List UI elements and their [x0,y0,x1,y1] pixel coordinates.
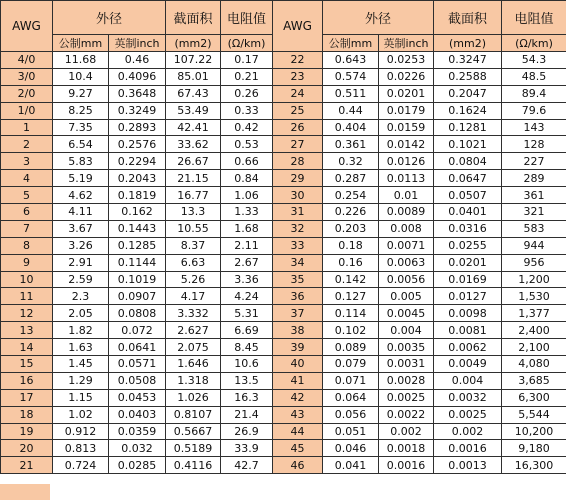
left-resistance-ohm-km-cell[interactable]: 1.68 [221,220,273,237]
left-metric-mm-cell[interactable]: 1.15 [53,389,109,406]
left-area-mm2-cell[interactable]: 3.332 [166,305,221,322]
left-metric-mm-cell[interactable]: 2.59 [53,271,109,288]
left-awg-cell[interactable]: 4/0 [1,52,53,69]
left-resistance-ohm-km-cell[interactable]: 0.53 [221,136,273,153]
left-awg-cell[interactable]: 15 [1,356,53,373]
left-metric-mm-cell[interactable]: 2.91 [53,254,109,271]
right-resistance-ohm-km-cell[interactable]: 5,544 [502,406,566,423]
right-awg-cell[interactable]: 22 [273,52,323,69]
left-imperial-inch-cell[interactable]: 0.032 [109,440,166,457]
table-row [1,305,566,322]
left-imperial-inch-cell[interactable]: 0.3648 [109,85,166,102]
left-resistance-ohm-km-cell[interactable]: 42.7 [221,457,273,474]
resistance-unit-right[interactable]: (Ω/km) [502,35,566,52]
left-area-mm2-cell[interactable]: 0.4116 [166,457,221,474]
right-resistance-ohm-km-cell[interactable]: 54.3 [502,52,566,69]
resistance-unit-left[interactable]: (Ω/km) [221,35,273,52]
table-row [1,102,566,119]
left-imperial-inch-cell[interactable]: 0.1019 [109,271,166,288]
right-awg-cell[interactable]: 40 [273,356,323,373]
left-awg-cell[interactable]: 16 [1,372,53,389]
left-metric-mm-cell[interactable]: 3.67 [53,220,109,237]
left-resistance-ohm-km-cell[interactable]: 33.9 [221,440,273,457]
left-area-mm2-cell[interactable]: 0.5667 [166,423,221,440]
left-resistance-ohm-km-cell[interactable]: 1.06 [221,187,273,204]
right-resistance-ohm-km-cell[interactable]: 128 [502,136,566,153]
right-area-mm2-cell[interactable]: 0.2588 [434,68,502,85]
area-unit-left[interactable]: (mm2) [166,35,221,52]
right-resistance-ohm-km-cell[interactable]: 2,100 [502,339,566,356]
table-row [1,339,566,356]
right-metric-mm-cell[interactable]: 0.18 [323,237,379,254]
resistance-header-left[interactable]: 电阻值 [221,1,273,35]
right-resistance-ohm-km-cell[interactable]: 583 [502,220,566,237]
left-imperial-inch-cell[interactable]: 0.2576 [109,136,166,153]
awg-header-left[interactable]: AWG [1,1,53,52]
right-resistance-ohm-km-cell[interactable]: 321 [502,204,566,221]
left-metric-mm-cell[interactable]: 5.83 [53,153,109,170]
left-metric-mm-cell[interactable]: 5.19 [53,170,109,187]
right-imperial-inch-cell[interactable]: 0.0159 [379,119,434,136]
left-imperial-inch-cell[interactable]: 0.1443 [109,220,166,237]
right-area-mm2-cell[interactable]: 0.1281 [434,119,502,136]
right-area-mm2-cell[interactable]: 0.1021 [434,136,502,153]
left-area-mm2-cell[interactable]: 1.026 [166,389,221,406]
left-awg-cell[interactable]: 9 [1,254,53,271]
left-area-mm2-cell[interactable]: 16.77 [166,187,221,204]
right-awg-cell[interactable]: 23 [273,68,323,85]
right-resistance-ohm-km-cell[interactable]: 361 [502,187,566,204]
right-awg-cell[interactable]: 31 [273,204,323,221]
right-imperial-inch-cell[interactable]: 0.0028 [379,372,434,389]
left-area-mm2-cell[interactable]: 42.41 [166,119,221,136]
left-resistance-ohm-km-cell[interactable]: 1.33 [221,204,273,221]
imperial-subheader-right[interactable]: 英制inch [379,35,434,52]
left-resistance-ohm-km-cell[interactable]: 0.66 [221,153,273,170]
left-metric-mm-cell[interactable]: 11.68 [53,52,109,69]
right-area-mm2-cell[interactable]: 0.0647 [434,170,502,187]
right-awg-cell[interactable]: 44 [273,423,323,440]
right-imperial-inch-cell[interactable]: 0.0113 [379,170,434,187]
left-resistance-ohm-km-cell[interactable]: 8.45 [221,339,273,356]
left-imperial-inch-cell[interactable]: 0.1144 [109,254,166,271]
left-awg-cell[interactable]: 20 [1,440,53,457]
table-row [1,322,566,339]
right-metric-mm-cell[interactable]: 0.44 [323,102,379,119]
right-resistance-ohm-km-cell[interactable]: 227 [502,153,566,170]
right-area-mm2-cell[interactable]: 0.0169 [434,271,502,288]
table-row [1,119,566,136]
left-resistance-ohm-km-cell[interactable]: 0.17 [221,52,273,69]
area-header-left[interactable]: 截面积 [166,1,221,35]
left-imperial-inch-cell[interactable]: 0.1285 [109,237,166,254]
left-resistance-ohm-km-cell[interactable]: 0.33 [221,102,273,119]
right-imperial-inch-cell[interactable]: 0.0063 [379,254,434,271]
left-metric-mm-cell[interactable]: 3.26 [53,237,109,254]
left-imperial-inch-cell[interactable]: 0.0571 [109,356,166,373]
left-area-mm2-cell[interactable]: 26.67 [166,153,221,170]
right-resistance-ohm-km-cell[interactable]: 4,080 [502,356,566,373]
table-row [1,220,566,237]
right-imperial-inch-cell[interactable]: 0.0126 [379,153,434,170]
right-area-mm2-cell[interactable]: 0.0401 [434,204,502,221]
left-area-mm2-cell[interactable]: 4.17 [166,288,221,305]
table-row [1,187,566,204]
left-awg-cell[interactable]: 17 [1,389,53,406]
imperial-subheader-left[interactable]: 英制inch [109,35,166,52]
right-area-mm2-cell[interactable]: 0.0032 [434,389,502,406]
right-imperial-inch-cell[interactable]: 0.005 [379,288,434,305]
table-row [1,372,566,389]
right-resistance-ohm-km-cell[interactable]: 9,180 [502,440,566,457]
right-resistance-ohm-km-cell[interactable]: 10,200 [502,423,566,440]
right-awg-cell[interactable]: 28 [273,153,323,170]
right-area-mm2-cell[interactable]: 0.0127 [434,288,502,305]
left-awg-cell[interactable]: 3/0 [1,68,53,85]
right-resistance-ohm-km-cell[interactable]: 956 [502,254,566,271]
left-imperial-inch-cell[interactable]: 0.0285 [109,457,166,474]
left-area-mm2-cell[interactable]: 2.075 [166,339,221,356]
right-resistance-ohm-km-cell[interactable]: 89.4 [502,85,566,102]
left-area-mm2-cell[interactable]: 10.55 [166,220,221,237]
right-resistance-ohm-km-cell[interactable]: 79.6 [502,102,566,119]
right-awg-cell[interactable]: 36 [273,288,323,305]
right-awg-cell[interactable]: 45 [273,440,323,457]
left-resistance-ohm-km-cell[interactable]: 0.42 [221,119,273,136]
left-awg-cell[interactable]: 3 [1,153,53,170]
right-resistance-ohm-km-cell[interactable]: 289 [502,170,566,187]
table-row [1,406,566,423]
left-metric-mm-cell[interactable]: 2.05 [53,305,109,322]
left-imperial-inch-cell[interactable]: 0.1819 [109,187,166,204]
table-row [1,389,566,406]
right-imperial-inch-cell[interactable]: 0.0016 [379,457,434,474]
left-awg-cell[interactable]: 14 [1,339,53,356]
area-unit-right[interactable]: (mm2) [434,35,502,52]
left-metric-mm-cell[interactable]: 1.82 [53,322,109,339]
right-area-mm2-cell[interactable]: 0.0062 [434,339,502,356]
left-metric-mm-cell[interactable]: 7.35 [53,119,109,136]
right-resistance-ohm-km-cell[interactable]: 2,400 [502,322,566,339]
right-metric-mm-cell[interactable]: 0.404 [323,119,379,136]
right-area-mm2-cell[interactable]: 0.0255 [434,237,502,254]
right-awg-cell[interactable]: 35 [273,271,323,288]
right-imperial-inch-cell[interactable]: 0.0018 [379,440,434,457]
left-area-mm2-cell[interactable]: 0.5189 [166,440,221,457]
right-imperial-inch-cell[interactable]: 0.008 [379,220,434,237]
diameter-header-right[interactable]: 外径 [323,1,434,35]
right-awg-cell[interactable]: 39 [273,339,323,356]
left-imperial-inch-cell[interactable]: 0.46 [109,52,166,69]
right-area-mm2-cell[interactable]: 0.0013 [434,457,502,474]
table-row [1,423,566,440]
right-metric-mm-cell[interactable]: 0.056 [323,406,379,423]
left-awg-cell[interactable]: 7 [1,220,53,237]
right-metric-mm-cell[interactable]: 0.089 [323,339,379,356]
left-imperial-inch-cell[interactable]: 0.0403 [109,406,166,423]
right-metric-mm-cell[interactable]: 0.051 [323,423,379,440]
left-resistance-ohm-km-cell[interactable]: 10.6 [221,356,273,373]
left-area-mm2-cell[interactable]: 67.43 [166,85,221,102]
right-metric-mm-cell[interactable]: 0.32 [323,153,379,170]
left-resistance-ohm-km-cell[interactable]: 2.11 [221,237,273,254]
left-imperial-inch-cell[interactable]: 0.0808 [109,305,166,322]
left-awg-cell[interactable]: 6 [1,204,53,221]
right-awg-cell[interactable]: 29 [273,170,323,187]
left-resistance-ohm-km-cell[interactable]: 5.31 [221,305,273,322]
table-row [1,457,566,474]
right-area-mm2-cell[interactable]: 0.0804 [434,153,502,170]
diameter-header-left[interactable]: 外径 [53,1,166,35]
table-row [1,52,566,69]
right-imperial-inch-cell[interactable]: 0.0201 [379,85,434,102]
left-area-mm2-cell[interactable]: 6.63 [166,254,221,271]
left-area-mm2-cell[interactable]: 8.37 [166,237,221,254]
right-imperial-inch-cell[interactable]: 0.0031 [379,356,434,373]
right-area-mm2-cell[interactable]: 0.0025 [434,406,502,423]
right-imperial-inch-cell[interactable]: 0.01 [379,187,434,204]
left-resistance-ohm-km-cell[interactable]: 2.67 [221,254,273,271]
table-row [1,440,566,457]
right-awg-cell[interactable]: 24 [273,85,323,102]
left-imperial-inch-cell[interactable]: 0.072 [109,322,166,339]
left-resistance-ohm-km-cell[interactable]: 6.69 [221,322,273,339]
left-metric-mm-cell[interactable]: 1.45 [53,356,109,373]
left-awg-cell[interactable]: 12 [1,305,53,322]
right-awg-cell[interactable]: 38 [273,322,323,339]
left-area-mm2-cell[interactable]: 21.15 [166,170,221,187]
table-row [1,153,566,170]
left-metric-mm-cell[interactable]: 0.724 [53,457,109,474]
left-imperial-inch-cell[interactable]: 0.2294 [109,153,166,170]
left-resistance-ohm-km-cell[interactable]: 4.24 [221,288,273,305]
right-awg-cell[interactable]: 33 [273,237,323,254]
right-resistance-ohm-km-cell[interactable]: 48.5 [502,68,566,85]
right-metric-mm-cell[interactable]: 0.114 [323,305,379,322]
left-area-mm2-cell[interactable]: 53.49 [166,102,221,119]
right-metric-mm-cell[interactable]: 0.064 [323,389,379,406]
left-awg-cell[interactable]: 1/0 [1,102,53,119]
right-metric-mm-cell[interactable]: 0.226 [323,204,379,221]
left-area-mm2-cell[interactable]: 0.8107 [166,406,221,423]
left-metric-mm-cell[interactable]: 1.29 [53,372,109,389]
left-metric-mm-cell[interactable]: 0.813 [53,440,109,457]
table-row [1,85,566,102]
left-imperial-inch-cell[interactable]: 0.0641 [109,339,166,356]
right-area-mm2-cell[interactable]: 0.0049 [434,356,502,373]
left-metric-mm-cell[interactable]: 8.25 [53,102,109,119]
right-metric-mm-cell[interactable]: 0.142 [323,271,379,288]
right-area-mm2-cell[interactable]: 0.2047 [434,85,502,102]
right-area-mm2-cell[interactable]: 0.0201 [434,254,502,271]
right-area-mm2-cell[interactable]: 0.0507 [434,187,502,204]
right-imperial-inch-cell[interactable]: 0.0056 [379,271,434,288]
left-resistance-ohm-km-cell[interactable]: 16.3 [221,389,273,406]
right-imperial-inch-cell[interactable]: 0.0035 [379,339,434,356]
right-imperial-inch-cell[interactable]: 0.004 [379,322,434,339]
empty-highlighted-cell[interactable] [0,484,50,500]
right-resistance-ohm-km-cell[interactable]: 16,300 [502,457,566,474]
left-awg-cell[interactable]: 2/0 [1,85,53,102]
right-imperial-inch-cell[interactable]: 0.0226 [379,68,434,85]
right-imperial-inch-cell[interactable]: 0.0089 [379,204,434,221]
left-metric-mm-cell[interactable]: 10.4 [53,68,109,85]
left-resistance-ohm-km-cell[interactable]: 13.5 [221,372,273,389]
table-row [1,288,566,305]
area-header-right[interactable]: 截面积 [434,1,502,35]
left-area-mm2-cell[interactable]: 33.62 [166,136,221,153]
left-awg-cell[interactable]: 10 [1,271,53,288]
right-resistance-ohm-km-cell[interactable]: 143 [502,119,566,136]
right-awg-cell[interactable]: 27 [273,136,323,153]
left-area-mm2-cell[interactable]: 5.26 [166,271,221,288]
right-awg-cell[interactable]: 37 [273,305,323,322]
table-row [1,271,566,288]
left-resistance-ohm-km-cell[interactable]: 0.21 [221,68,273,85]
left-awg-cell[interactable]: 21 [1,457,53,474]
left-imperial-inch-cell[interactable]: 0.0508 [109,372,166,389]
right-metric-mm-cell[interactable]: 0.041 [323,457,379,474]
left-imperial-inch-cell[interactable]: 0.2893 [109,119,166,136]
right-area-mm2-cell[interactable]: 0.1624 [434,102,502,119]
left-area-mm2-cell[interactable]: 107.22 [166,52,221,69]
right-metric-mm-cell[interactable]: 0.127 [323,288,379,305]
left-area-mm2-cell[interactable]: 13.3 [166,204,221,221]
right-awg-cell[interactable]: 41 [273,372,323,389]
header-row-1 [1,1,566,35]
left-imperial-inch-cell[interactable]: 0.3249 [109,102,166,119]
left-metric-mm-cell[interactable]: 6.54 [53,136,109,153]
right-metric-mm-cell[interactable]: 0.203 [323,220,379,237]
left-awg-cell[interactable]: 13 [1,322,53,339]
right-metric-mm-cell[interactable]: 0.16 [323,254,379,271]
right-metric-mm-cell[interactable]: 0.046 [323,440,379,457]
resistance-header-right[interactable]: 电阻值 [502,1,566,35]
right-imperial-inch-cell[interactable]: 0.002 [379,423,434,440]
right-metric-mm-cell[interactable]: 0.574 [323,68,379,85]
right-imperial-inch-cell[interactable]: 0.0142 [379,136,434,153]
left-imperial-inch-cell[interactable]: 0.0453 [109,389,166,406]
right-resistance-ohm-km-cell[interactable]: 6,300 [502,389,566,406]
left-imperial-inch-cell[interactable]: 0.0359 [109,423,166,440]
left-awg-cell[interactable]: 4 [1,170,53,187]
left-awg-cell[interactable]: 19 [1,423,53,440]
right-metric-mm-cell[interactable]: 0.102 [323,322,379,339]
table-row [1,136,566,153]
left-awg-cell[interactable]: 8 [1,237,53,254]
left-awg-cell[interactable]: 2 [1,136,53,153]
right-metric-mm-cell[interactable]: 0.071 [323,372,379,389]
right-area-mm2-cell[interactable]: 0.0016 [434,440,502,457]
right-resistance-ohm-km-cell[interactable]: 3,685 [502,372,566,389]
right-area-mm2-cell[interactable]: 0.002 [434,423,502,440]
left-imperial-inch-cell[interactable]: 0.162 [109,204,166,221]
table-row [1,356,566,373]
right-imperial-inch-cell[interactable]: 0.0025 [379,389,434,406]
left-awg-cell[interactable]: 1 [1,119,53,136]
right-area-mm2-cell[interactable]: 0.004 [434,372,502,389]
right-metric-mm-cell[interactable]: 0.287 [323,170,379,187]
left-metric-mm-cell[interactable]: 4.62 [53,187,109,204]
left-resistance-ohm-km-cell[interactable]: 0.26 [221,85,273,102]
right-imperial-inch-cell[interactable]: 0.0045 [379,305,434,322]
right-awg-cell[interactable]: 42 [273,389,323,406]
right-area-mm2-cell[interactable]: 0.0316 [434,220,502,237]
left-resistance-ohm-km-cell[interactable]: 0.84 [221,170,273,187]
left-area-mm2-cell[interactable]: 85.01 [166,68,221,85]
right-awg-cell[interactable]: 34 [273,254,323,271]
right-imperial-inch-cell[interactable]: 0.0253 [379,52,434,69]
left-area-mm2-cell[interactable]: 2.627 [166,322,221,339]
metric-subheader-left[interactable]: 公制mm [53,35,109,52]
right-metric-mm-cell[interactable]: 0.643 [323,52,379,69]
left-imperial-inch-cell[interactable]: 0.2043 [109,170,166,187]
right-area-mm2-cell[interactable]: 0.3247 [434,52,502,69]
metric-subheader-right[interactable]: 公制mm [323,35,379,52]
right-metric-mm-cell[interactable]: 0.361 [323,136,379,153]
left-imperial-inch-cell[interactable]: 0.4096 [109,68,166,85]
left-area-mm2-cell[interactable]: 1.318 [166,372,221,389]
table-row [1,68,566,85]
right-awg-cell[interactable]: 43 [273,406,323,423]
right-imperial-inch-cell[interactable]: 0.0071 [379,237,434,254]
right-metric-mm-cell[interactable]: 0.511 [323,85,379,102]
left-awg-cell[interactable]: 18 [1,406,53,423]
left-metric-mm-cell[interactable]: 1.63 [53,339,109,356]
right-resistance-ohm-km-cell[interactable]: 1,530 [502,288,566,305]
right-imperial-inch-cell[interactable]: 0.0179 [379,102,434,119]
right-area-mm2-cell[interactable]: 0.0081 [434,322,502,339]
right-metric-mm-cell[interactable]: 0.254 [323,187,379,204]
right-area-mm2-cell[interactable]: 0.0098 [434,305,502,322]
table-row [1,170,566,187]
left-awg-cell[interactable]: 11 [1,288,53,305]
left-area-mm2-cell[interactable]: 1.646 [166,356,221,373]
left-metric-mm-cell[interactable]: 9.27 [53,85,109,102]
table-body [1,52,566,474]
right-awg-cell[interactable]: 32 [273,220,323,237]
right-awg-cell[interactable]: 25 [273,102,323,119]
left-resistance-ohm-km-cell[interactable]: 26.9 [221,423,273,440]
right-awg-cell[interactable]: 30 [273,187,323,204]
left-metric-mm-cell[interactable]: 2.3 [53,288,109,305]
right-resistance-ohm-km-cell[interactable]: 1,200 [502,271,566,288]
left-awg-cell[interactable]: 5 [1,187,53,204]
left-metric-mm-cell[interactable]: 1.02 [53,406,109,423]
right-imperial-inch-cell[interactable]: 0.0022 [379,406,434,423]
table-row [1,204,566,221]
left-imperial-inch-cell[interactable]: 0.0907 [109,288,166,305]
right-awg-cell[interactable]: 26 [273,119,323,136]
left-metric-mm-cell[interactable]: 4.11 [53,204,109,221]
left-resistance-ohm-km-cell[interactable]: 3.36 [221,271,273,288]
right-resistance-ohm-km-cell[interactable]: 944 [502,237,566,254]
table-row [1,237,566,254]
right-awg-cell[interactable]: 46 [273,457,323,474]
awg-header-right[interactable]: AWG [273,1,323,52]
left-resistance-ohm-km-cell[interactable]: 21.4 [221,406,273,423]
right-metric-mm-cell[interactable]: 0.079 [323,356,379,373]
left-metric-mm-cell[interactable]: 0.912 [53,423,109,440]
right-resistance-ohm-km-cell[interactable]: 1,377 [502,305,566,322]
table-row [1,254,566,271]
